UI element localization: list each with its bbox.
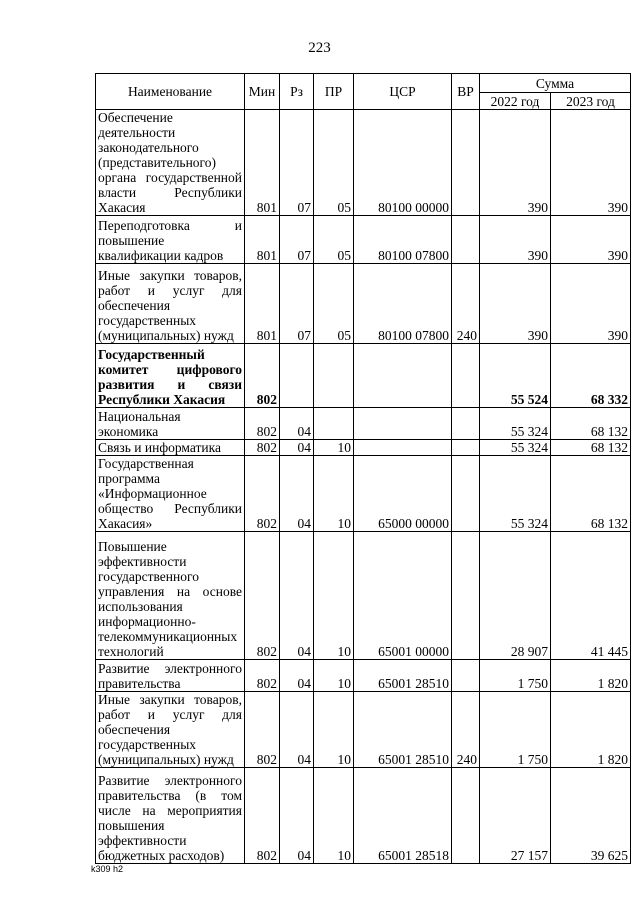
cell-rz: 07 [280,264,314,344]
cell-vr: 240 [452,692,480,768]
cell-y2023: 1 820 [551,660,631,692]
cell-rz: 04 [280,692,314,768]
table-row [96,692,631,768]
cell-y2022: 1 750 [480,692,551,768]
cell-min: 802 [245,440,280,456]
header-sum: Сумма [480,74,631,93]
cell-rz: 04 [280,440,314,456]
header-name: Наименование [96,74,245,110]
header-rz: Рз [280,74,314,110]
cell-y2022: 55 324 [480,440,551,456]
cell-csr: 80100 07800 [354,216,452,264]
cell-pr: 10 [314,692,354,768]
table-body [96,110,631,864]
cell-y2023: 390 [551,110,631,216]
cell-y2023: 68 132 [551,408,631,440]
table-row [96,660,631,692]
cell-name: Развитие электронного правительства [96,660,245,692]
cell-rz: 07 [280,216,314,264]
table-row [96,264,631,344]
cell-min: 802 [245,408,280,440]
cell-csr [354,408,452,440]
cell-pr: 10 [314,456,354,532]
cell-y2023: 68 332 [551,344,631,408]
cell-min: 802 [245,344,280,408]
cell-y2022: 55 524 [480,344,551,408]
cell-name: Иные закупки товаров, работ и услуг для обеспечения государственных (муниципальных) нужд [96,692,245,768]
cell-min: 802 [245,768,280,864]
header-csr: ЦСР [354,74,452,110]
cell-rz: 04 [280,532,314,660]
cell-min: 802 [245,692,280,768]
cell-y2023: 39 625 [551,768,631,864]
cell-y2022: 55 324 [480,456,551,532]
cell-pr: 05 [314,110,354,216]
cell-name: Повышение эффективности государственного управления на основе использования информационно-телекоммуникационных технологий [96,532,245,660]
cell-vr [452,216,480,264]
header-2023: 2023 год [551,93,631,110]
cell-rz: 07 [280,110,314,216]
table-row [96,216,631,264]
cell-vr: 240 [452,264,480,344]
cell-csr: 65001 00000 [354,532,452,660]
cell-name: Связь и информатика [96,440,245,456]
cell-y2022: 390 [480,216,551,264]
cell-name: Переподготовка и повышение квалификации кадров [96,216,245,264]
cell-pr [314,344,354,408]
header-vr: ВР [452,74,480,110]
cell-y2023: 390 [551,264,631,344]
cell-pr: 05 [314,216,354,264]
cell-vr [452,660,480,692]
cell-y2022: 390 [480,110,551,216]
page-number: 223 [308,40,331,56]
table-row [96,344,631,408]
table-row [96,456,631,532]
cell-pr: 05 [314,264,354,344]
cell-csr [354,344,452,408]
table-row [96,110,631,216]
table-row [96,532,631,660]
cell-y2023: 68 132 [551,456,631,532]
cell-min: 801 [245,264,280,344]
cell-pr: 10 [314,532,354,660]
cell-csr: 80100 07800 [354,264,452,344]
cell-min: 802 [245,456,280,532]
cell-y2023: 1 820 [551,692,631,768]
table-row [96,768,631,864]
cell-vr [452,344,480,408]
header-min: Мин [245,74,280,110]
cell-min: 802 [245,660,280,692]
cell-pr [314,408,354,440]
cell-vr [452,110,480,216]
cell-min: 802 [245,532,280,660]
cell-min: 801 [245,110,280,216]
cell-y2022: 28 907 [480,532,551,660]
cell-csr: 65001 28510 [354,660,452,692]
cell-min: 801 [245,216,280,264]
cell-y2022: 1 750 [480,660,551,692]
table-row [96,408,631,440]
cell-rz [280,344,314,408]
cell-name: Обеспечение деятельности законодательного (представительного) органа государственной власти Республики Хакасия [96,110,245,216]
cell-rz: 04 [280,660,314,692]
table-row [96,440,631,456]
cell-name: Государственная программа «Информационное общество Республики Хакасия» [96,456,245,532]
cell-csr: 65001 28518 [354,768,452,864]
cell-pr: 10 [314,660,354,692]
cell-name: Национальная экономика [96,408,245,440]
cell-csr: 80100 00000 [354,110,452,216]
cell-pr: 10 [314,768,354,864]
cell-csr: 65000 00000 [354,456,452,532]
cell-pr: 10 [314,440,354,456]
cell-y2022: 27 157 [480,768,551,864]
cell-y2023: 68 132 [551,440,631,456]
cell-csr: 65001 28510 [354,692,452,768]
cell-rz: 04 [280,456,314,532]
header-pr: ПР [314,74,354,110]
cell-name: Иные закупки товаров, работ и услуг для обеспечения государственных (муниципальных) нужд [96,264,245,344]
cell-vr [452,768,480,864]
cell-vr [452,440,480,456]
cell-csr [354,440,452,456]
cell-y2023: 41 445 [551,532,631,660]
cell-y2023: 390 [551,216,631,264]
cell-vr [452,456,480,532]
cell-y2022: 55 324 [480,408,551,440]
header-2022: 2022 год [480,93,551,110]
footer-code: k309 h2 [91,864,124,874]
cell-name: Развитие электронного правительства (в том числе на мероприятия повышения эффективности бюджетных расходов) [96,768,245,864]
budget-table [95,73,631,864]
cell-y2022: 390 [480,264,551,344]
cell-name: Государственный комитет цифрового развития и связи Республики Хакасия [96,344,245,408]
cell-rz: 04 [280,408,314,440]
cell-vr [452,408,480,440]
cell-vr [452,532,480,660]
cell-rz: 04 [280,768,314,864]
